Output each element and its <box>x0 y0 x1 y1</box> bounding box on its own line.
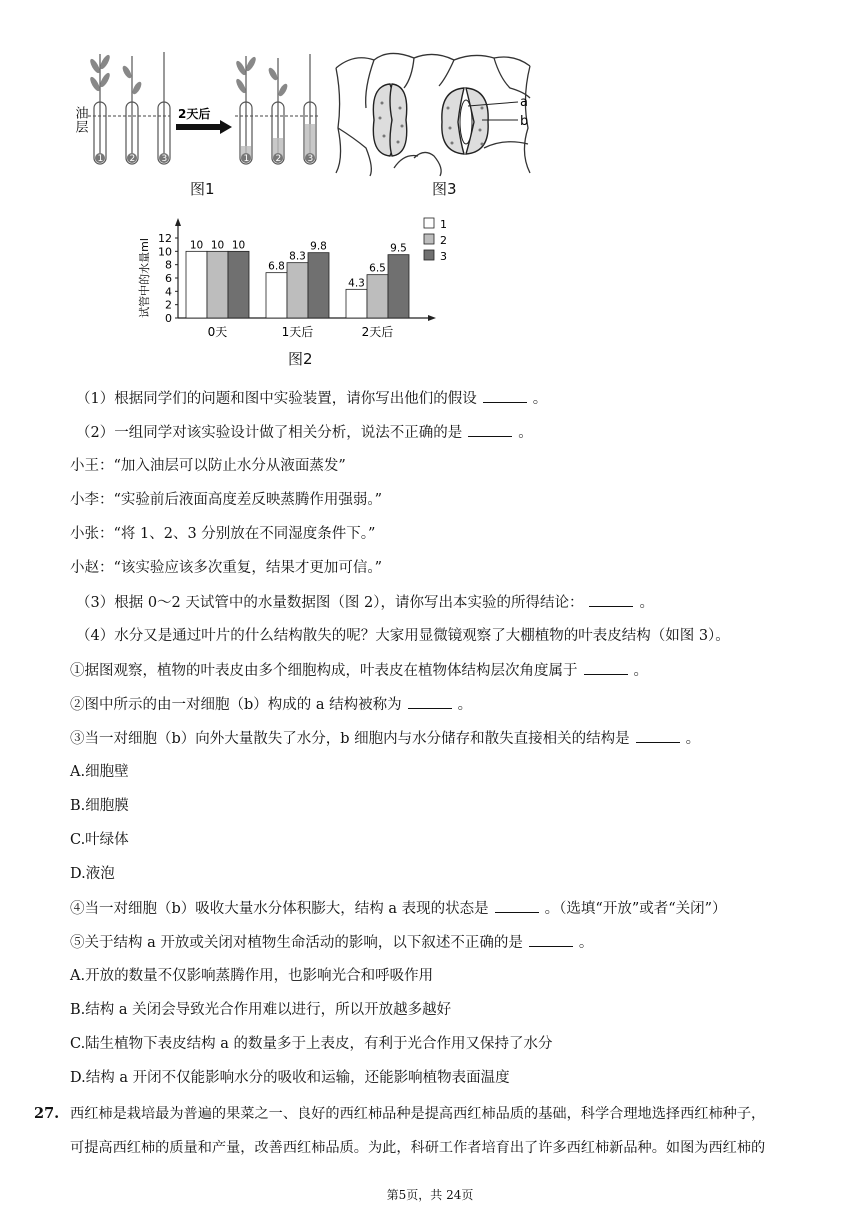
arrow-icon <box>176 120 232 134</box>
figure-2-bar-chart <box>134 212 474 342</box>
arrow-label: 2天后 <box>178 107 211 121</box>
x-tick-label: 2天后 <box>361 325 394 339</box>
question-1: （1）根据同学们的问题和图中实验装置，请你写出他们的假设 。 <box>76 388 547 409</box>
figure-2-caption: 图2 <box>288 350 313 368</box>
figure-1-test-tubes <box>70 44 330 174</box>
label-a: a <box>520 95 528 110</box>
label-b: b <box>520 114 529 129</box>
answer-blank-3[interactable] <box>589 592 633 607</box>
answer-blank-2[interactable] <box>468 422 512 437</box>
bar <box>388 255 409 318</box>
sub5-option-a: A.开放的数量不仅影响蒸腾作用，也影响光合和呼吸作用 <box>70 968 434 984</box>
answer-blank-1[interactable] <box>483 388 527 403</box>
option-a: A.细胞壁 <box>70 764 129 780</box>
oil-layer-label: 油层 <box>72 106 88 134</box>
sub-question-1: ①据图观察，植物的叶表皮由多个细胞构成，叶表皮在植物体结构层次角度属于 。 <box>70 660 648 681</box>
sub5-option-d: D.结构 a 开闭不仅能影响水分的吸收和运输，还能影响植物表面温度 <box>70 1070 510 1086</box>
x-tick-label: 1天后 <box>281 325 314 339</box>
answer-blank-7[interactable] <box>495 898 539 913</box>
question-27-line-2: 可提高西红柿的质量和产量，改善西红柿品质。为此，科研工作者培育出了许多西红柿新品种。如图为西红柿的 <box>70 1140 766 1156</box>
y-tick-label: 12 <box>158 232 172 245</box>
sub5-option-b: B.结构 a 关闭会导致光合作用难以进行，所以开放越多越好 <box>70 1002 452 1018</box>
opinion-zhang: 小张：“将 1、2、3 分别放在不同湿度条件下。” <box>70 526 376 542</box>
figure-1-caption: 图1 <box>190 180 215 198</box>
opinion-wang: 小王：“加入油层可以防止水分从液面蒸发” <box>70 458 346 474</box>
svg-text:1: 1 <box>97 154 104 164</box>
page-footer: 第5页，共 24页 <box>386 1188 474 1202</box>
y-axis-arrow-icon <box>175 218 181 226</box>
bar-value-label: 10 <box>210 239 225 252</box>
option-d: D.液泡 <box>70 866 115 882</box>
bar <box>186 251 207 318</box>
bar <box>266 273 287 318</box>
bar <box>308 253 329 318</box>
question-27-line-1: 西红柿是栽培最为普遍的果菜之一、良好的西红柿品种是提高西红柿品质的基础，科学合理地选择西红柿种子， <box>70 1106 766 1122</box>
sub-question-2: ②图中所示的由一对细胞（b）构成的 a 结构被称为 。 <box>70 694 472 715</box>
figure-3-caption: 图3 <box>432 180 457 198</box>
tubes-before <box>94 52 170 164</box>
answer-blank-4[interactable] <box>584 660 628 675</box>
svg-text:2: 2 <box>129 154 136 164</box>
answer-blank-6[interactable] <box>636 728 680 743</box>
legend-swatch <box>424 250 434 260</box>
option-c: C.叶绿体 <box>70 832 129 848</box>
bar <box>367 275 388 318</box>
bar <box>346 289 367 318</box>
sub-question-3: ③当一对细胞（b）向外大量散失了水分，b 细胞内与水分储存和散失直接相关的结构是 。 <box>70 728 700 749</box>
opinion-zhao: 小赵：“该实验应该多次重复，结果才更加可信。” <box>70 560 383 576</box>
svg-text:3: 3 <box>307 154 314 164</box>
legend-label: 2 <box>440 234 447 247</box>
svg-text:2: 2 <box>275 154 282 164</box>
sub-question-5: ⑤关于结构 a 开放或关闭对植物生命活动的影响，以下叙述不正确的是 。 <box>70 932 593 953</box>
opinion-li: 小李：“实验前后液面高度差反映蒸腾作用强弱。” <box>70 492 383 508</box>
legend-swatch <box>424 218 434 228</box>
y-tick-label: 4 <box>165 285 172 299</box>
sub-question-4: ④当一对细胞（b）吸收大量水分体积膨大，结构 a 表现的状态是 。（选填“开放”或者“关闭”） <box>70 898 727 919</box>
bar-value-label: 4.3 <box>348 277 365 290</box>
bar <box>287 263 308 318</box>
y-tick-label: 10 <box>158 245 172 259</box>
y-axis-label: 试管中的水量ml <box>138 238 151 318</box>
sub5-option-c: C.陆生植物下表皮结构 a 的数量多于上表皮，有利于光合作用又保持了水分 <box>70 1036 553 1052</box>
bar <box>228 251 249 318</box>
legend-label: 3 <box>440 250 447 263</box>
question-27-number: 27. <box>34 1105 60 1122</box>
y-tick-label: 2 <box>165 298 172 312</box>
x-axis-arrow-icon <box>428 315 436 321</box>
bar-value-label: 6.5 <box>369 262 386 275</box>
bar-value-label: 9.5 <box>390 242 407 255</box>
question-4: （4）水分又是通过叶片的什么结构散失的呢？大家用显微镜观察了大棚植物的叶表皮结构（如图 3）。 <box>76 628 730 644</box>
question-2: （2）一组同学对该实验设计做了相关分析，说法不正确的是 。 <box>76 422 533 443</box>
answer-blank-5[interactable] <box>408 694 452 709</box>
figure-3-stomata <box>334 48 534 178</box>
y-tick-label: 6 <box>165 272 172 285</box>
bar-value-label: 9.8 <box>310 240 327 253</box>
bar-value-label: 8.3 <box>289 250 306 263</box>
option-b: B.细胞膜 <box>70 798 129 814</box>
bar-value-label: 10 <box>189 239 204 252</box>
svg-text:1: 1 <box>243 154 250 164</box>
svg-text:3: 3 <box>161 154 168 164</box>
answer-blank-8[interactable] <box>529 932 573 947</box>
legend-label: 1 <box>440 218 447 231</box>
y-tick-label: 0 <box>165 312 172 325</box>
legend-swatch <box>424 234 434 244</box>
bar-value-label: 10 <box>231 239 246 252</box>
bar <box>207 251 228 318</box>
question-3: （3）根据 0～2 天试管中的水量数据图（图 2），请你写出本实验的所得结论： 。 <box>76 592 654 613</box>
x-tick-label: 0天 <box>207 325 228 339</box>
bar-value-label: 6.8 <box>268 260 285 273</box>
y-tick-label: 8 <box>165 258 172 272</box>
